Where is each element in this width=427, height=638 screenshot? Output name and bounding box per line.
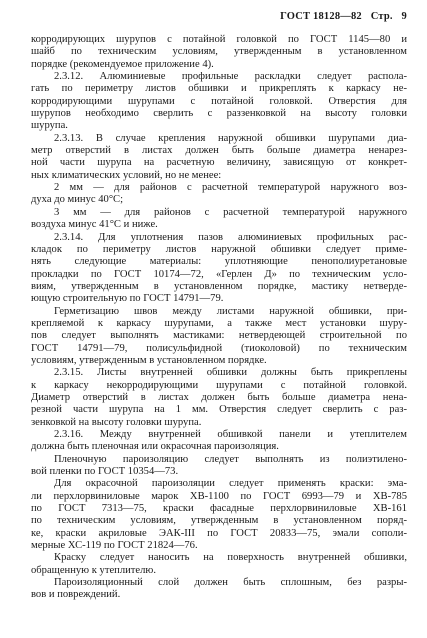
text-line: зенковкой на высоту головки шурупа.: [31, 416, 202, 428]
text-line: 2 мм — для районов с расчетной температурой наружного воз-: [54, 182, 407, 194]
text-line: пов следует выполнять мастиками: нетвердеющей строительной по: [31, 330, 407, 342]
text-line: 3 мм — для районов с расчетной температурой наружного: [54, 206, 407, 218]
text-line: ной части шурупа на расчетную величину, зависящую от конкрет-: [31, 157, 407, 169]
text-line: шурупа.: [31, 120, 68, 132]
text-line: по ГОСТ 7313—75, краски фасадные перхлорвиниловые ХВ-161: [31, 503, 407, 515]
text-line: резной части шурупа на 1 мм. Отверстия следует сверлить с раз-: [31, 404, 407, 416]
text-line: Пленочную пароизоляцию следует выполнять из полиэтилено-: [54, 453, 407, 465]
text-line: ющую строительную по ГОСТ 14791—79.: [31, 293, 224, 305]
text-line: обращенную к утеплителю.: [31, 564, 156, 576]
text-line: шайб по техническим условиям, утвержденным в установленном: [31, 46, 407, 58]
standard-number: ГОСТ 18128—82: [280, 11, 362, 22]
text-line: кладок по периметру листов наружной обшивки следует приме-: [31, 243, 407, 255]
text-line: шурупов необходимо сверлить с раззенковкой на высоту головки: [31, 108, 407, 120]
document-body: [31, 34, 407, 602]
text-line: Герметизацию швов между листами наружной обшивки, при-: [54, 305, 407, 317]
text-line: Краску следует наносить на поверхность внутренней обшивки,: [54, 552, 407, 564]
text-line: Диаметр отверстий в листах должен быть больше диаметра ненa-: [31, 391, 407, 403]
page-header: [274, 11, 407, 22]
text-line: к каркасу некорродирующими шурупами с потайной головкой.: [31, 379, 407, 391]
text-line: 2.3.14. Для уплотнения пазов алюминиевых профильных рас-: [54, 231, 407, 243]
text-line: корродирующих шурупов с потайной головкой по ГОСТ 1145—80 и: [31, 34, 407, 45]
text-line: 2.3.12. Алюминиевые профильные раскладки следует распола-: [54, 71, 407, 83]
text-line: должна быть пленочная или окрасочная пароизоляция.: [31, 441, 279, 453]
text-line: по техническим условиям, утвержденным в установленном поряд-: [31, 515, 407, 527]
page-number: 9: [401, 11, 407, 22]
text-line: 2.3.13. В случае крепления наружной обшивки шурупами диа-: [54, 132, 407, 144]
page-label: Стр.: [370, 11, 393, 22]
text-line: метр отверстий в листах должен быть больше диаметра ненарез-: [31, 145, 407, 157]
text-line: ли перхлорвиниловые марок ХВ-1100 по ГОСТ 6993—79 и ХВ-785: [31, 490, 407, 502]
text-line: виям, утвержденным в установленном порядке, мастику нетверде-: [31, 280, 407, 292]
text-line: духа до минус 40°С;: [31, 194, 124, 206]
text-line: крепляемой к каркасу шурупами, а также мест установки шуру-: [31, 317, 407, 329]
text-line: 2.3.16. Между внутренней обшивкой панели и утеплителем: [54, 429, 407, 440]
text-line: вов и повреждений.: [31, 589, 121, 601]
text-line: гать по периметру листов обшивки и прикреплять к каркасу не-: [31, 83, 407, 95]
text-line: воздуха минус 41°С и ниже.: [31, 219, 158, 231]
text-line: прокладки по ГОСТ 10174—72, «Герлен Д» по техническим усло-: [31, 268, 407, 280]
text-line: ных климатических условий, но не менее:: [31, 169, 222, 181]
text-line: ГОСТ 14791—79, полисульфидной (тиоколовой) по техническим: [31, 342, 407, 354]
text-line: ке, краски акриловые ЭАК-III по ГОСТ 20833—75, эмали сополи-: [31, 527, 407, 539]
text-line: 2.3.15. Листы внутренней обшивки должны быть прикреплены: [54, 367, 407, 379]
text-line: мерные ХС-119 по ГОСТ 21824—76.: [31, 540, 198, 552]
text-line: Пароизоляционный слой должен быть сплошным, без разры-: [54, 577, 407, 589]
text-line: условиям, утвержденным в установленном порядке.: [31, 354, 267, 366]
text-line: корродирующими шурупами с потайной головкой. Отверстия для: [31, 95, 407, 107]
text-line: Для окрасочной пароизоляции следует применять краски: эма-: [54, 478, 407, 490]
text-line: вой пленки по ГОСТ 10354—73.: [31, 466, 179, 478]
text-line: порядке (рекомендуемое приложение 4).: [31, 58, 214, 70]
text-line: нять следующие материалы: уплотняющие пенополиуретановые: [31, 256, 407, 268]
